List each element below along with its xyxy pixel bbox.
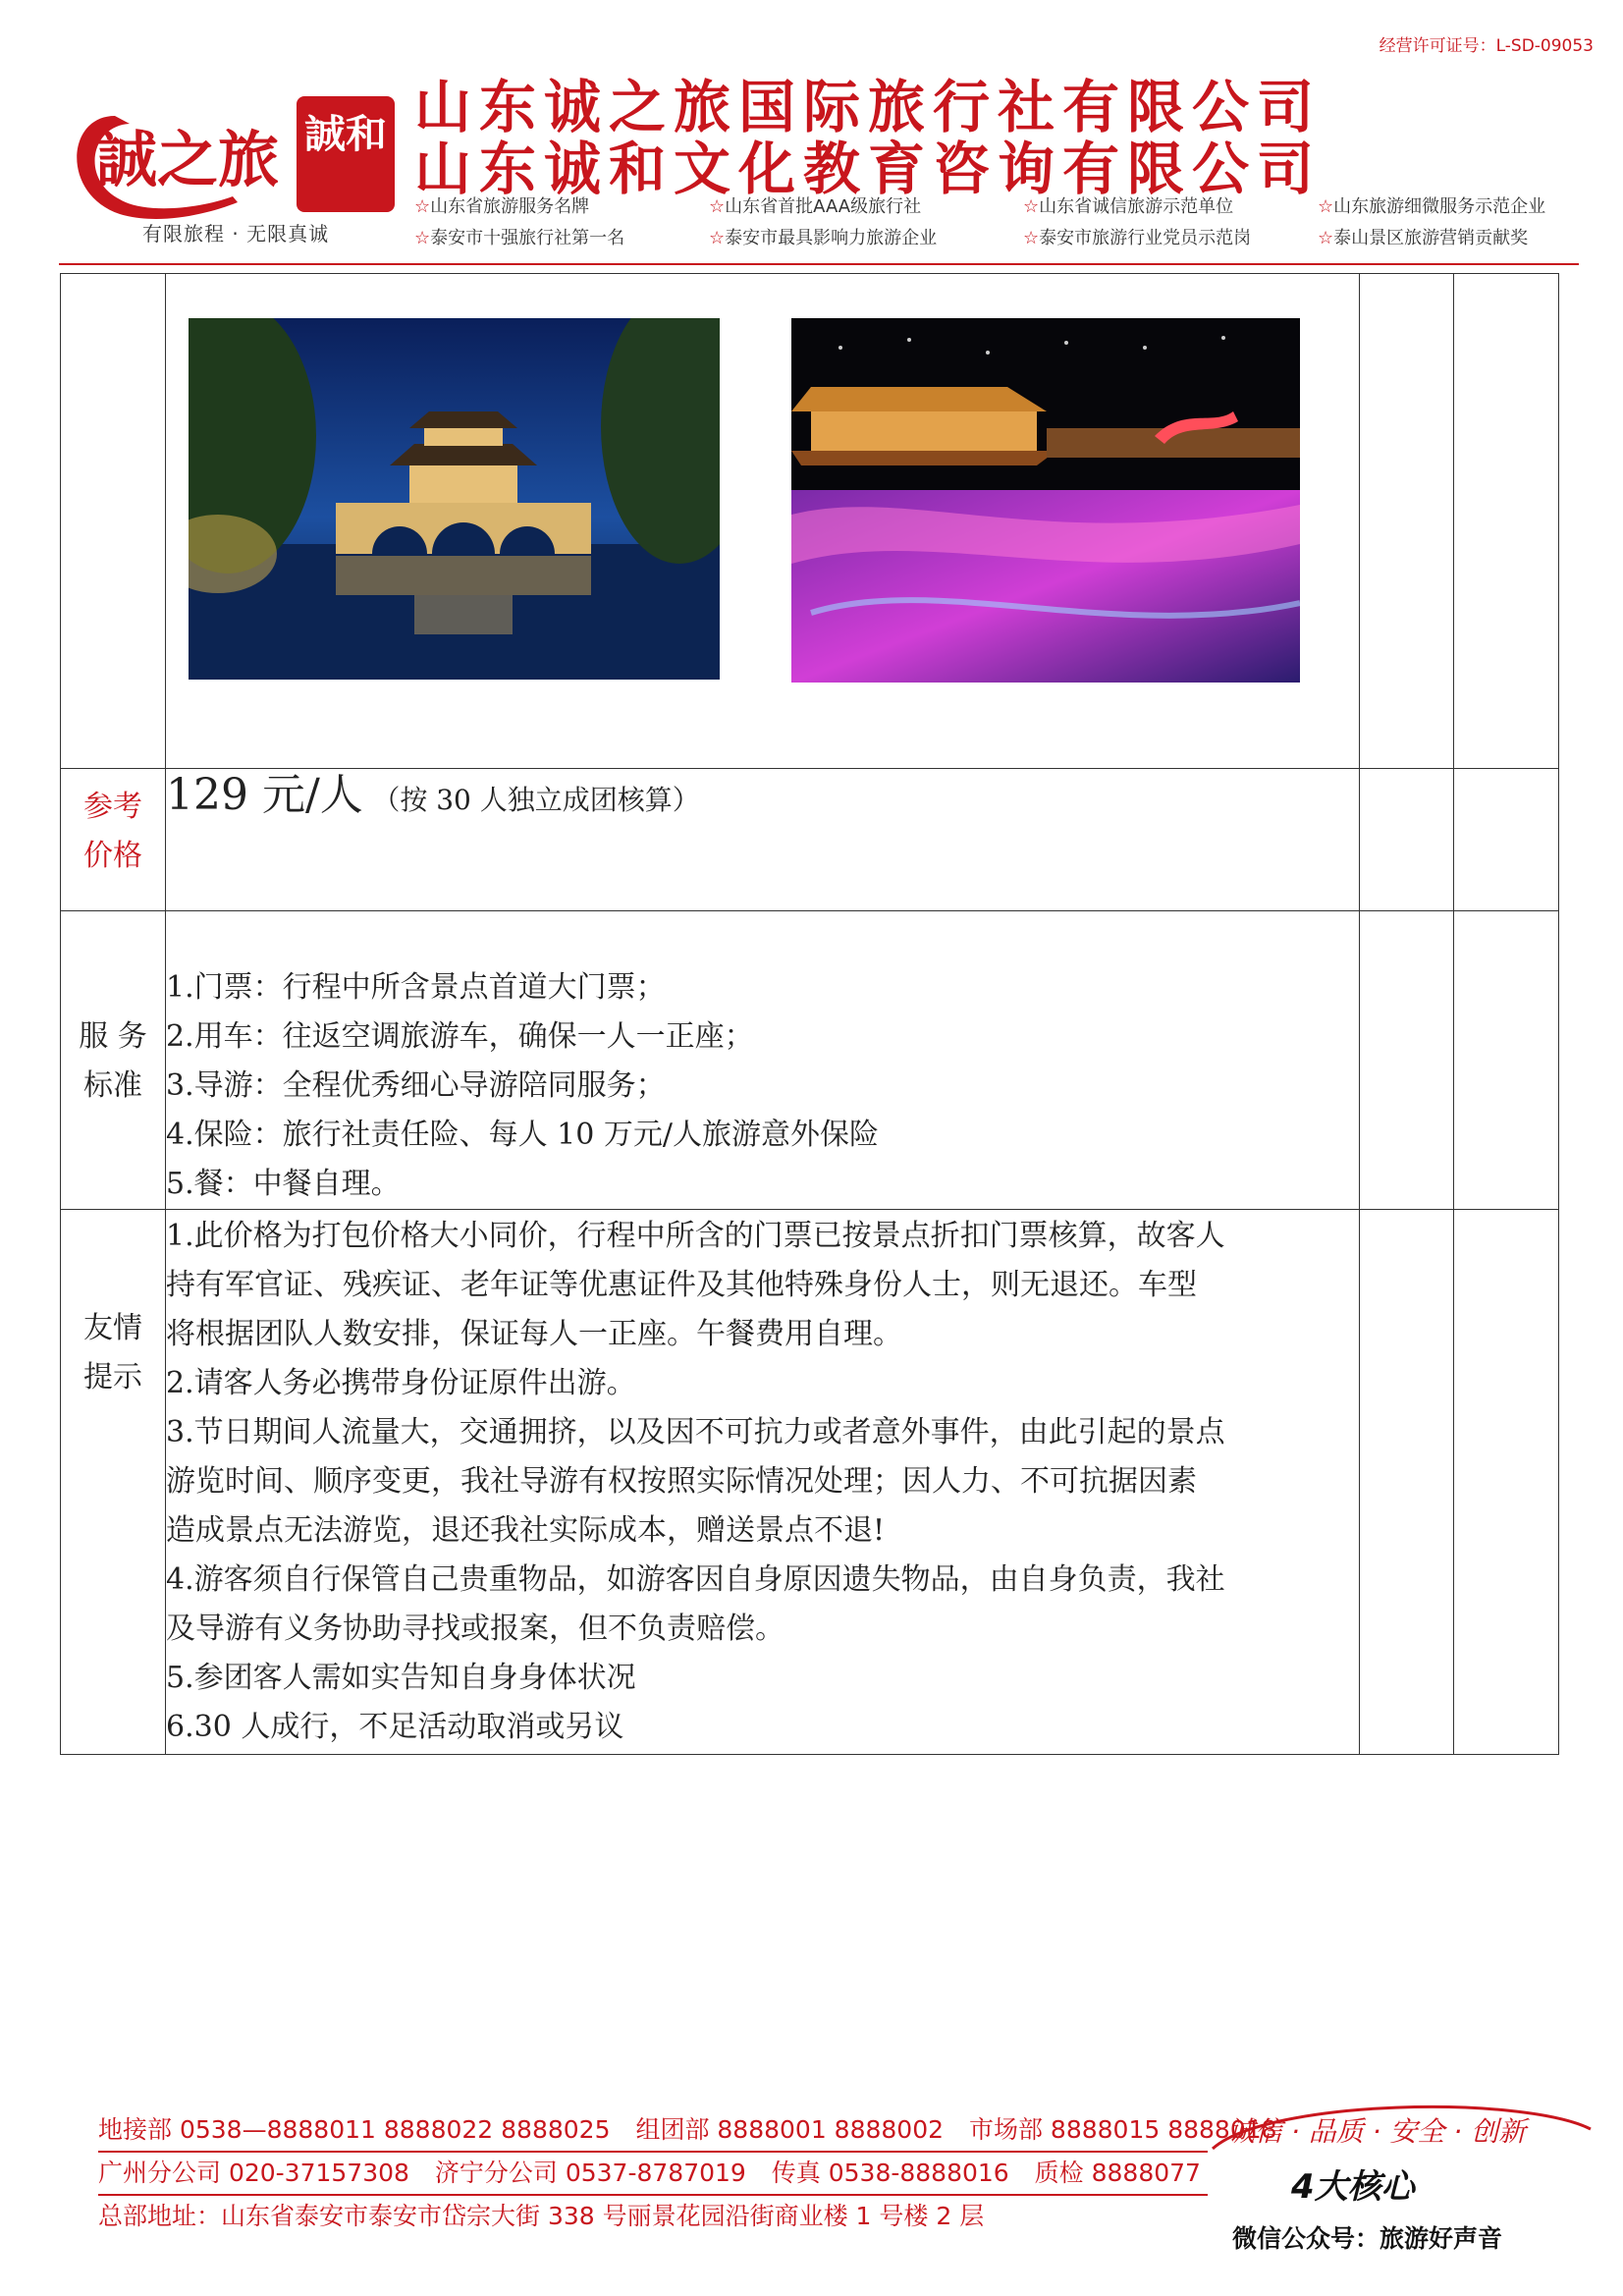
tips-line: 造成景点无法游览，退还我社实际成本，赠送景点不退! — [166, 1513, 886, 1548]
tips-content — [166, 1210, 1360, 1755]
service-item: 1.门票：行程中所含景点首道大门票； — [166, 970, 666, 1005]
photo-row — [61, 274, 1559, 769]
contact-zutuan: 组团部 8888001 8888002 — [635, 2115, 945, 2144]
price-label-line-1: 参考 — [83, 790, 142, 824]
logo-text-1: 誠之旅 — [96, 124, 280, 195]
tips-line: 持有军官证、残疾证、老年证等优惠证件及其他特殊身份人士，则无退还。车型 — [166, 1268, 1197, 1302]
service-item: 5.餐：中餐自理。 — [166, 1167, 401, 1201]
tips-label-line-2: 提示 — [83, 1360, 142, 1394]
tips-line: 3.节日期间人流量大，交通拥挤，以及因不可抗力或者意外事件，由此引起的景点 — [166, 1415, 1225, 1449]
tips-line: 1.此价格为打包价格大小同价，行程中所含的门票已按景点折扣门票核算，故客人 — [166, 1219, 1225, 1253]
license-number: 经营许可证号：L-SD-09053 — [1379, 36, 1594, 56]
service-row — [61, 911, 1559, 1210]
extra-cell-1 — [1360, 911, 1454, 1210]
tips-line: 4.游客须自行保管自己贵重物品，如游客因自身原因遗失物品，由自身负责，我社 — [166, 1562, 1225, 1597]
honor-item: ☆ 山东省诚信旅游示范单位 — [1023, 192, 1318, 218]
honors-list — [414, 192, 1602, 249]
honor-item: ☆ 泰安市最具影响力旅游企业 — [709, 224, 1023, 249]
honor-item: ☆ 山东省旅游服务名牌 — [414, 192, 709, 218]
core-values-text: 诚信 · 品质 · 安全 · 创新 — [1227, 2115, 1527, 2148]
price-label — [61, 769, 166, 911]
extra-cell-2 — [1454, 1210, 1559, 1755]
tips-row — [61, 1210, 1559, 1755]
footer-row-2 — [98, 2153, 1208, 2196]
contact-guangzhou: 广州分公司 020-37157308 — [98, 2159, 409, 2187]
footer-contacts — [98, 2109, 1277, 2237]
wechat-account: 微信公众号：旅游好声音 — [1232, 2224, 1503, 2253]
tips-line: 将根据团队人数安排，保证每人一正座。午餐费用自理。 — [166, 1317, 902, 1351]
extra-cell-2 — [1454, 769, 1559, 911]
price-content — [166, 769, 1360, 911]
contact-jining: 济宁分公司 0537-8787019 — [434, 2159, 746, 2187]
service-item: 2.用车：往返空调旅游车，确保一人一正座； — [166, 1019, 754, 1054]
night-bridge-photo — [189, 318, 720, 680]
honor-item: ☆ 泰山景区旅游营销贡献奖 — [1318, 224, 1602, 249]
light-show-photo — [791, 318, 1300, 683]
service-content — [166, 911, 1360, 1210]
tips-label-line-1: 友情 — [83, 1311, 142, 1345]
honor-item: ☆ 泰安市旅游行业党员示范岗 — [1023, 224, 1318, 249]
company-name-2: 山东诚和文化教育咨询有限公司 — [414, 136, 1323, 202]
contact-dijie: 地接部 0538—8888011 8888022 8888025 — [98, 2115, 611, 2144]
logo-text-2: 誠和 — [304, 112, 387, 157]
honor-item: ☆ 山东旅游细微服务示范企业 — [1318, 192, 1602, 218]
extra-cell-1 — [1360, 769, 1454, 911]
service-label-line-2: 标准 — [83, 1068, 142, 1103]
extra-cell-1 — [1360, 1210, 1454, 1755]
tips-line: 2.请客人务必携带身份证原件出游。 — [166, 1366, 636, 1400]
footer-row-1 — [98, 2109, 1277, 2153]
empty-label-cell — [61, 274, 166, 769]
tips-line: 及导游有义务协助寻找或报案，但不负责赔偿。 — [166, 1612, 784, 1646]
contact-qc: 质检 8888077 — [1034, 2159, 1201, 2187]
extra-cell-2 — [1454, 274, 1559, 769]
service-label — [61, 911, 166, 1210]
itinerary-table — [60, 273, 1559, 1755]
service-item: 4.保险：旅行社责任险、每人 10 万元/人旅游意外保险 — [166, 1118, 879, 1152]
service-label-line-1: 服 务 — [79, 1019, 147, 1054]
tips-line: 5.参团客人需如实告知自身身体状况 — [166, 1661, 636, 1695]
price-note: （按 30 人独立成团核算） — [372, 784, 700, 816]
price-amount: 129 元/人 — [166, 770, 363, 820]
core-values-badge — [1208, 2090, 1600, 2257]
service-item: 3.导游：全程优秀细心导游陪同服务； — [166, 1068, 666, 1103]
tips-label — [61, 1210, 166, 1755]
contact-market: 市场部 8888015 8888018 — [968, 2115, 1277, 2144]
extra-cell-2 — [1454, 911, 1559, 1210]
honor-item: ☆ 山东省首批AAA级旅行社 — [709, 192, 1023, 218]
extra-cell-1 — [1360, 274, 1454, 769]
tips-line: 6.30 人成行，不足活动取消或另议 — [166, 1710, 624, 1744]
core-title: 4大核心 — [1291, 2167, 1415, 2207]
slogan: 有限旅程 · 无限真诚 — [142, 222, 330, 246]
price-label-line-2: 价格 — [83, 839, 142, 873]
tips-line: 游览时间、顺序变更，我社导游有权按照实际情况处理；因人力、不可抗据因素 — [166, 1464, 1197, 1499]
price-row — [61, 769, 1559, 911]
header-divider — [59, 263, 1579, 265]
photo-cell — [166, 274, 1360, 769]
footer-row-3 — [98, 2196, 1208, 2237]
honor-item: ☆ 泰安市十强旅行社第一名 — [414, 224, 709, 249]
contact-fax: 传真 0538-8888016 — [771, 2159, 1009, 2187]
company-name-1: 山东诚之旅国际旅行社有限公司 — [414, 74, 1323, 140]
hq-address: 总部地址：山东省泰安市泰安市岱宗大街 338 号丽景花园沿街商业楼 1 号楼 2 层 — [98, 2202, 985, 2230]
